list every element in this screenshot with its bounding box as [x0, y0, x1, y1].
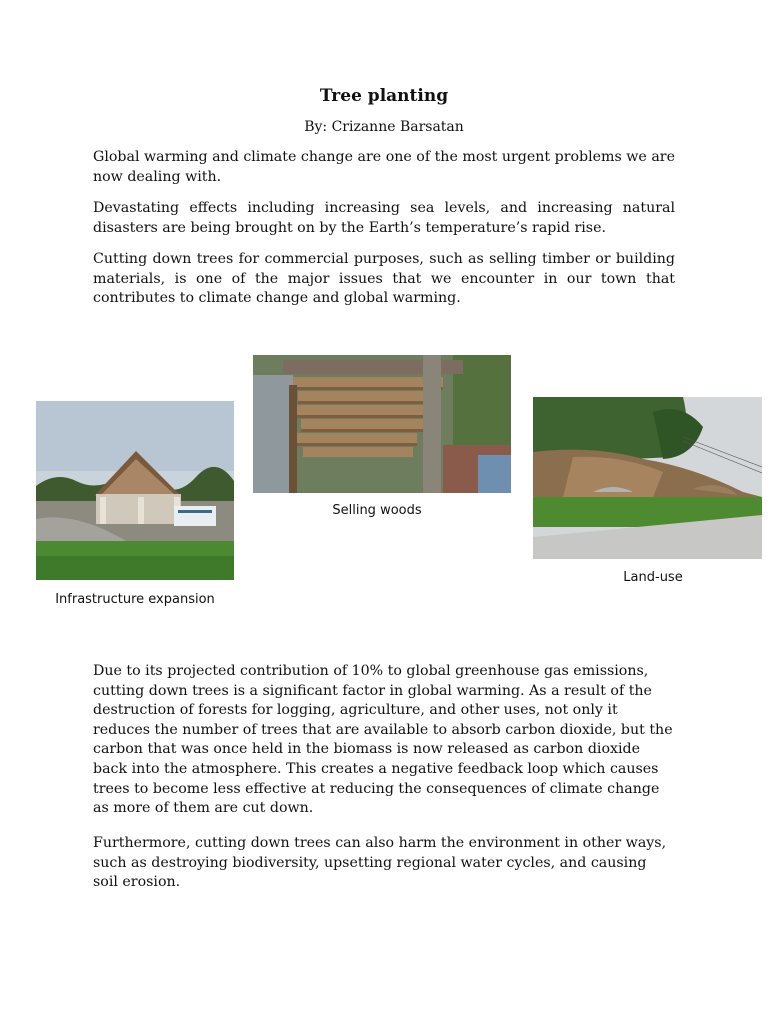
infrastructure-photo: [36, 401, 234, 580]
caption-infrastructure: Infrastructure expansion: [55, 592, 215, 607]
paragraph-effects: Devastating effects including increasing sea levels, and increasing natural disasters are being brought on by the Earth’s temperature’s rapid rise.: [93, 200, 675, 236]
paragraph-environment: Furthermore, cutting down trees can also harm the environment in other ways, such as destroying biodiversity, upsetting regional water cycles, and causing soil erosion.: [93, 835, 667, 891]
caption-woods: Selling woods: [332, 503, 422, 518]
paragraph-emissions: Due to its projected contribution of 10% to global greenhouse gas emissions, cutting down trees is a significant factor in global warming. As a result of the destruction of forests for logging, agriculture, and other uses, not only it reduces the number of trees that are available to absorb carbon dioxide, but the carbon that was once held in the biomass is now released as carbon dioxide back into the atmosphere. This creates a negative feedback loop which causes trees to become less effective at reducing the consequences of climate change as more of them are cut down.: [93, 663, 673, 817]
author-byline: By: Crizanne Barsatan: [304, 119, 464, 135]
paragraph-intro: Global warming and climate change are one of the most urgent problems we are now dealing with.: [93, 149, 675, 185]
caption-landuse: Land-use: [623, 570, 683, 585]
landuse-photo: [533, 397, 762, 559]
document-title: Tree planting: [319, 86, 449, 106]
paragraph-cutting-trees: Cutting down trees for commercial purposes, such as selling timber or building materials, is one of the major issues that we encounter in our town that contributes to climate change and global warming.: [93, 251, 675, 307]
woods-photo: [253, 355, 511, 493]
